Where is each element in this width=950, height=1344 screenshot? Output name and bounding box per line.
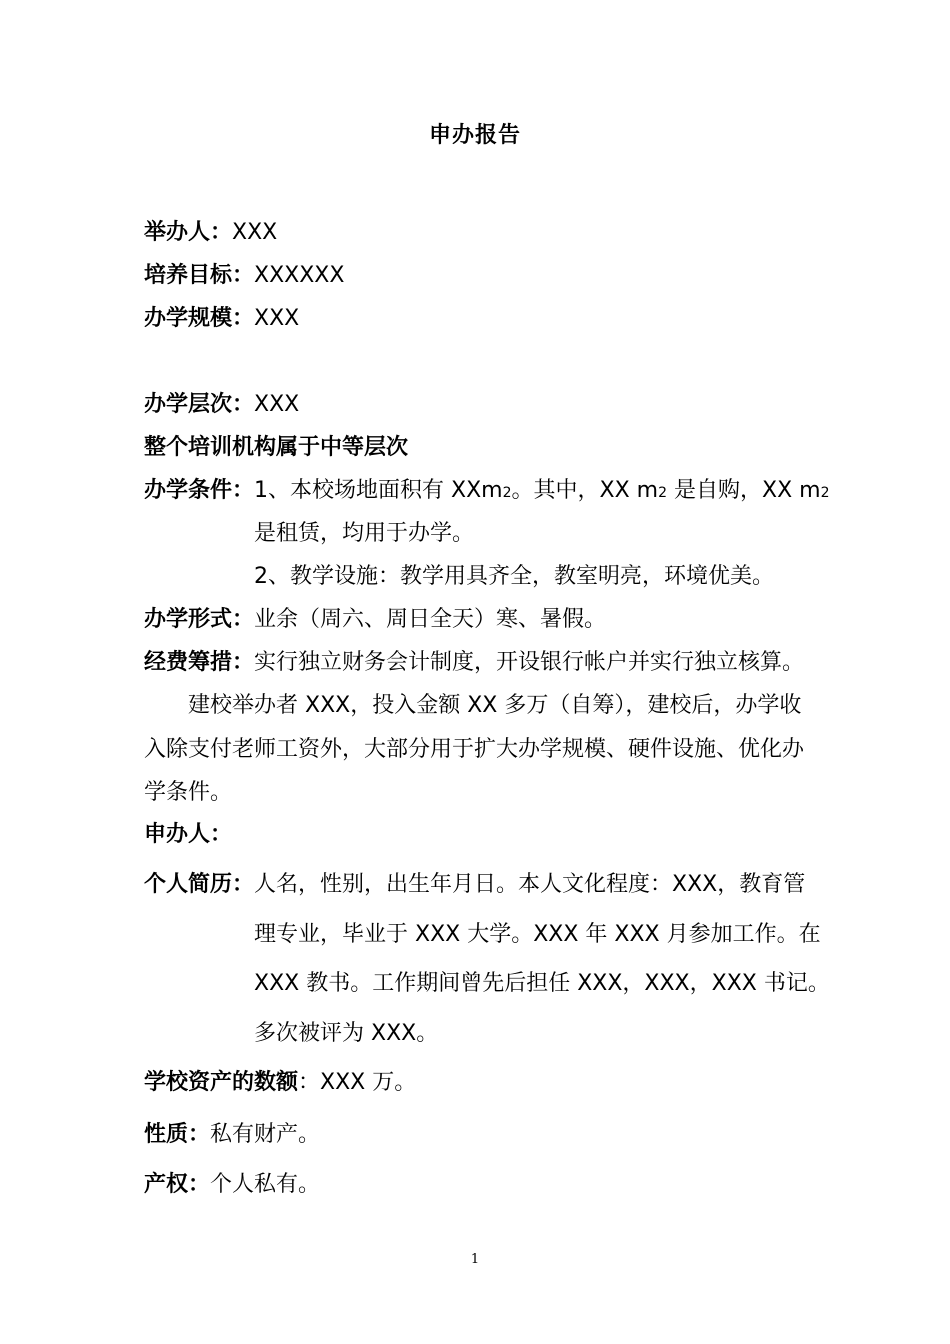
assets-value: ：XXX 万。 [298,1070,417,1095]
level-note: 整个培训机构属于中等层次 [144,435,409,460]
assets-label: 学校资产的数额 [144,1070,299,1095]
funding-value: 实行独立财务会计制度，开设银行帐户并实行独立核算。 [254,650,805,675]
nature-value: 私有财产。 [210,1122,321,1147]
assets-line [144,1068,416,1098]
scale-line [144,304,299,334]
sponsor-value: XXX [232,220,278,245]
scale-label: 办学规模： [144,306,255,331]
conditions-item1-part3: 是自购，XX m [667,478,821,503]
funding-paragraph-line: 入除支付老师工资外，大部分用于扩大办学规模、硬件设施、优化办 [144,737,805,762]
nature-line [144,1120,320,1150]
funding-paragraph-line: 学条件。 [144,780,233,805]
sponsor-line [144,218,277,248]
conditions-item1-part1: 1、本校场地面积有 XXm [254,478,503,503]
sponsor-label: 举办人： [144,220,233,245]
resume-text: 多次被评为 XXX。 [254,1021,439,1046]
resume-text: XXX 教书。工作期间曾先后担任 XXX，XXX，XXX 书记。 [254,971,830,996]
funding-label: 经费筹措： [144,650,255,675]
area-unit-subscript: 2 [820,485,830,501]
conditions-item1-part2: 。其中，XX m [511,478,659,503]
document-title: 申办报告 [428,123,521,148]
level-value: XXX [254,392,300,417]
conditions-label: 办学条件： [144,478,255,503]
resume-line [144,870,805,900]
funding-line [144,648,804,678]
conditions-item1-continuation: 是租赁，均用于办学。 [254,521,475,546]
area-unit-subscript: 2 [658,485,668,501]
funding-paragraph-line: 建校举办者 XXX，投入金额 XX 多万（自筹），建校后，办学收 [188,693,802,718]
nature-label: 性质： [144,1122,211,1147]
ownership-label: 产权： [144,1172,211,1197]
ownership-line [144,1170,320,1200]
area-unit-subscript: 2 [502,485,512,501]
resume-label: 个人简历： [144,872,255,897]
goal-value: XXXXXX [254,263,345,288]
conditions-item2: 2、教学设施：教学用具齐全，教室明亮，环境优美。 [254,564,774,589]
ownership-value: 个人私有。 [210,1172,321,1197]
level-label: 办学层次： [144,392,255,417]
goal-line [144,261,344,291]
form-label: 办学形式： [144,607,255,632]
scale-value: XXX [254,306,300,331]
form-value: 业余（周六、周日全天）寒、暑假。 [254,607,607,632]
resume-text: 人名，性别，出生年月日。本人文化程度：XXX，教育管 [254,872,806,897]
resume-text: 理专业，毕业于 XXX 大学。XXX 年 XXX 月参加工作。在 [254,922,821,947]
page-number: 1 [470,1252,480,1267]
conditions-line [144,476,830,508]
goal-label: 培养目标： [144,263,255,288]
applicant-label: 申办人： [144,822,233,847]
form-line [144,605,606,635]
level-line [144,390,299,420]
